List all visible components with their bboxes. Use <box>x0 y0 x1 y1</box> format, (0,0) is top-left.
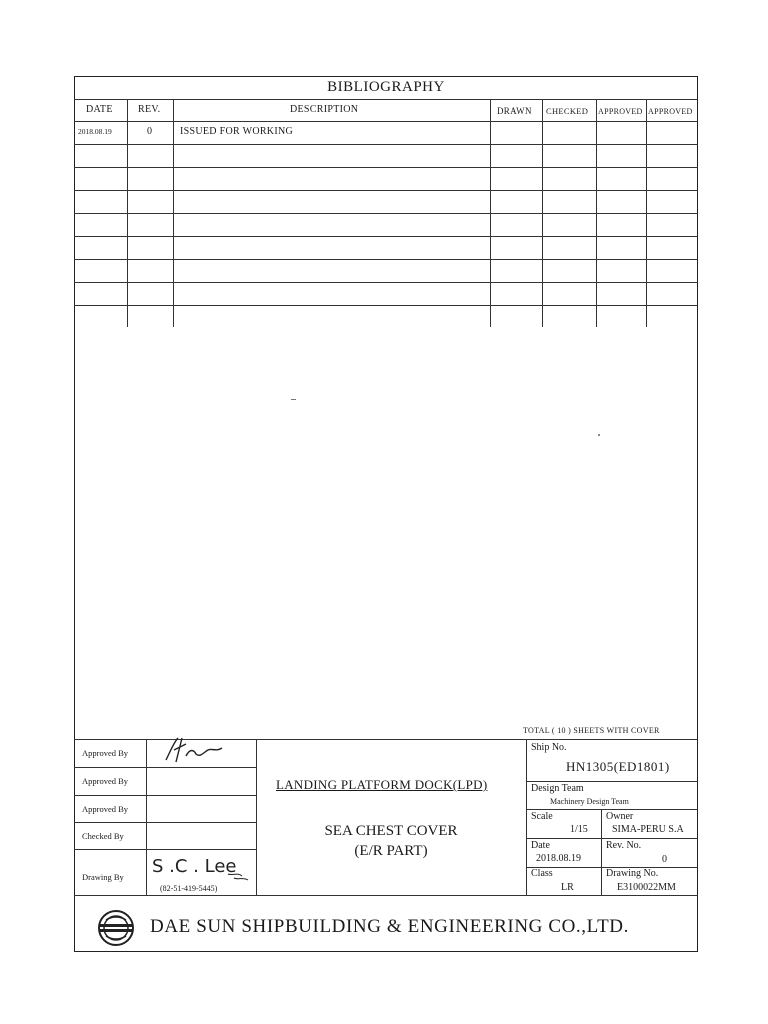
info-col-line <box>601 809 602 895</box>
ship-no-value: HN1305(ED1801) <box>566 759 670 774</box>
table-row-line <box>74 144 698 145</box>
design-team-value: Machinery Design Team <box>550 797 629 806</box>
company-name: DAE SUN SHIPBUILDING & ENGINEERING CO.,LTD. <box>150 916 629 937</box>
col-header-rev: REV. <box>138 104 161 115</box>
col-header-approved-2: APPROVED <box>648 107 693 116</box>
design-team-label: Design Team <box>531 783 584 794</box>
col-header-date: DATE <box>86 104 113 115</box>
drawing-by-label: Drawing By <box>82 872 124 882</box>
table-row-line <box>74 213 698 214</box>
project-name: LANDING PLATFORM DOCK(LPD) <box>276 777 488 792</box>
table-col-line <box>127 99 128 327</box>
approved-by-label-2: Approved By <box>82 776 129 786</box>
col-header-drawn: DRAWN <box>497 106 532 116</box>
sheets-note: TOTAL ( 10 ) SHEETS WITH COVER <box>523 726 660 735</box>
drawing-no-label: Drawing No. <box>606 868 659 879</box>
sign-row-line <box>74 822 256 823</box>
sign-row-line <box>74 767 256 768</box>
approved-by-label-3: Approved By <box>82 804 129 814</box>
col-header-checked: CHECKED <box>546 106 589 116</box>
info-row-line <box>526 809 698 810</box>
row-1-description: ISSUED FOR WORKING <box>180 126 294 137</box>
rev-no-label: Rev. No. <box>606 840 642 851</box>
checked-by-label: Checked By <box>82 831 124 841</box>
col-header-description: DESCRIPTION <box>290 104 359 115</box>
drawing-title: SEA CHEST COVER <box>324 823 458 839</box>
class-value: LR <box>561 882 574 893</box>
table-row-line <box>74 305 698 306</box>
scale-label: Scale <box>531 811 553 822</box>
drawing-subtitle: (E/R PART) <box>354 843 428 859</box>
info-row-line <box>526 838 698 839</box>
table-row-line <box>74 259 698 260</box>
sign-row-line <box>74 795 256 796</box>
table-row-line <box>74 121 698 122</box>
stray-mark <box>598 434 600 436</box>
svg-text:S .C . Lee: S .C . Lee <box>152 856 237 877</box>
date-value: 2018.08.19 <box>536 853 581 864</box>
col-header-approved-1: APPROVED <box>598 107 643 116</box>
drawing-frame <box>74 76 698 952</box>
table-col-line <box>596 99 597 327</box>
approved-by-label-1: Approved By <box>82 748 129 758</box>
table-row-line <box>74 236 698 237</box>
title-divider <box>74 99 698 100</box>
table-col-line <box>646 99 647 327</box>
table-row-line <box>74 282 698 283</box>
scale-value: 1/15 <box>570 824 588 835</box>
table-col-line <box>173 99 174 327</box>
title-block-bottom <box>74 895 698 896</box>
class-label: Class <box>531 868 553 879</box>
bibliography-title: BIBLIOGRAPHY <box>327 79 445 95</box>
drawer-phone: (82-51-419-5445) <box>160 884 218 893</box>
row-1-rev: 0 <box>147 126 152 137</box>
sign-col-line <box>146 739 147 895</box>
table-row-line <box>74 190 698 191</box>
owner-label: Owner <box>606 811 634 822</box>
date-label: Date <box>531 840 550 851</box>
table-row-line <box>74 167 698 168</box>
approver-signature <box>160 734 230 766</box>
table-col-line <box>542 99 543 327</box>
stray-mark <box>291 399 296 400</box>
company-logo-icon <box>96 908 136 948</box>
info-col-line <box>526 739 527 895</box>
ship-no-label: Ship No. <box>531 742 567 753</box>
info-row-line <box>526 781 698 782</box>
rev-no-value: 0 <box>662 854 667 865</box>
table-col-line <box>490 99 491 327</box>
drawer-signature <box>148 850 258 884</box>
drawing-no-value: E3100022MM <box>617 882 676 893</box>
row-1-date: 2018.08.19 <box>78 127 112 136</box>
owner-value: SIMA-PERU S.A <box>612 824 684 835</box>
